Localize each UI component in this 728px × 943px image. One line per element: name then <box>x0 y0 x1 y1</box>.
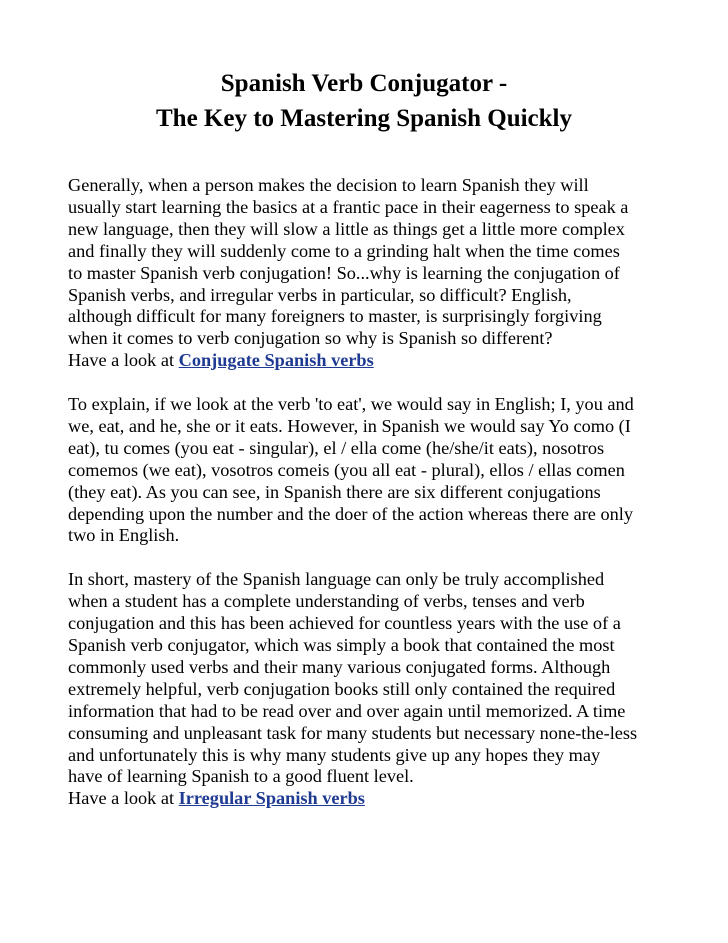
paragraph-line: two in English. <box>68 525 180 546</box>
paragraph-line: extremely helpful, verb conjugation books still only contained the required <box>68 678 616 699</box>
paragraph-line: usually start learning the basics at a frantic pace in their eagerness to speak a <box>68 196 629 217</box>
paragraph-line: conjugation and this has been achieved for countless years with the use of a <box>68 613 621 634</box>
paragraph-line: Generally, when a person makes the decision to learn Spanish they will <box>68 175 589 195</box>
paragraph-line: have of learning Spanish to a good fluent level. <box>68 766 414 787</box>
paragraph-line: information that had to be read over and over again until memorized. A time <box>68 700 626 721</box>
paragraph-line: commonly used verbs and their many various conjugated forms. Although <box>68 656 611 677</box>
link-line-1 <box>68 350 668 372</box>
paragraph-line: Spanish verbs, and irregular verbs in particular, so difficult? English, <box>68 284 572 305</box>
paragraph-line: to master Spanish verb conjugation! So...why is learning the conjugation of <box>68 262 620 283</box>
paragraph-line: consuming and unpleasant task for many students but necessary none-the-less <box>68 722 638 743</box>
paragraph-line: (they eat). As you can see, in Spanish there are six different conjugations <box>68 481 601 502</box>
paragraph-intro <box>68 175 668 372</box>
paragraph-line: when it comes to verb conjugation so why is Spanish so different? <box>68 328 553 349</box>
paragraph-line: we, eat, and he, she or it eats. However, in Spanish we would say Yo como (I <box>68 415 631 436</box>
paragraph-line: depending upon the number and the doer of the action whereas there are only <box>68 503 633 524</box>
paragraph-line: new language, then they will slow a little as things get a little more complex <box>68 218 625 239</box>
page-title <box>0 66 728 136</box>
paragraph-line: eat), tu comes (you eat - singular), el / ella come (he/she/it eats), nosotros <box>68 437 605 458</box>
paragraph-line: comemos (we eat), vosotros comeis (you all eat - plural), ellos / ellas comen <box>68 459 625 480</box>
document-body <box>68 175 668 810</box>
irregular-spanish-verbs-link[interactable]: Irregular Spanish verbs <box>178 788 365 809</box>
paragraph-line: although difficult for many foreigners to master, is surprisingly forgiving <box>68 306 602 327</box>
paragraph-summary <box>68 569 668 810</box>
paragraph-gap <box>68 372 668 394</box>
link-prefix: Have a look at <box>68 350 179 371</box>
paragraph-line: Spanish verb conjugator, which was simply a book that contained the most <box>68 635 615 655</box>
paragraph-gap <box>68 547 668 569</box>
conjugate-spanish-verbs-link[interactable]: Conjugate Spanish verbs <box>178 350 374 371</box>
paragraph-line: and unfortunately this is why many students give up any hopes they may <box>68 744 601 765</box>
link-prefix: Have a look at <box>68 788 179 809</box>
paragraph-line: and finally they will suddenly come to a grinding halt when the time comes <box>68 240 620 261</box>
title-line-1: Spanish Verb Conjugator - <box>220 70 508 97</box>
paragraph-line: when a student has a complete understanding of verbs, tenses and verb <box>68 591 585 612</box>
paragraph-line: In short, mastery of the Spanish language can only be truly accomplished <box>68 569 605 590</box>
paragraph-explain <box>68 394 668 547</box>
link-line-2 <box>68 788 668 810</box>
paragraph-line: To explain, if we look at the verb 'to eat', we would say in English; I, you and <box>68 394 634 415</box>
title-line-2: The Key to Mastering Spanish Quickly <box>155 105 572 132</box>
